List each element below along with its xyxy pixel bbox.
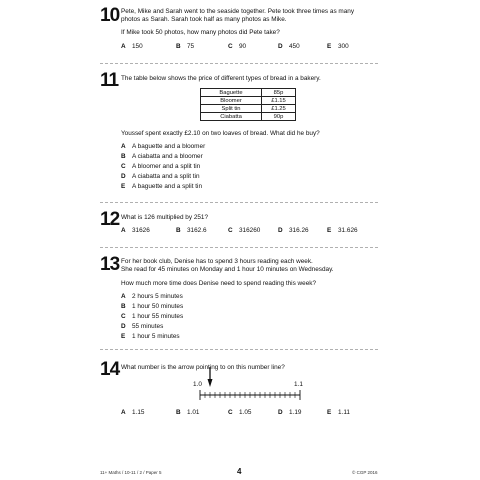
number-line-end-label: 1.1 xyxy=(294,381,303,388)
answer-options xyxy=(121,142,205,192)
answer-option[interactable]: A 2 hours 5 minutes xyxy=(121,293,183,300)
table-row xyxy=(201,97,296,105)
answer-option[interactable]: A A baguette and a bloomer xyxy=(121,143,206,150)
answer-option[interactable]: B A ciabatta and a bloomer xyxy=(121,153,203,160)
footer-copyright: © CGP 2016 xyxy=(352,470,378,475)
question-text-line: The table below shows the price of different types of bread in a bakery. xyxy=(121,75,321,82)
page-number: 4 xyxy=(237,467,242,476)
number-line xyxy=(180,365,320,405)
answer-option[interactable]: C A bloomer and a split tin xyxy=(121,163,201,170)
table-cell: 85p xyxy=(262,89,296,97)
answer-option[interactable]: E A baguette and a split tin xyxy=(121,183,202,190)
table-row xyxy=(201,113,296,121)
question-divider xyxy=(100,63,378,64)
answer-option[interactable]: E 1.11 xyxy=(327,409,350,416)
answer-option[interactable]: D A ciabatta and a split tin xyxy=(121,173,200,180)
question-divider xyxy=(100,247,378,248)
question-text-line: What number is the arrow pointing to on this number line? xyxy=(121,364,285,371)
table-cell: Bloomer xyxy=(201,97,262,105)
table-row xyxy=(201,105,296,113)
question-number: 12 xyxy=(100,209,120,230)
answer-option[interactable]: C 1.05 xyxy=(228,409,252,416)
answer-option[interactable]: B 1 hour 50 minutes xyxy=(121,303,184,310)
question-text-line: Pete, Mike and Sarah went to the seaside together. Pete took three times as many xyxy=(121,8,355,15)
question-number: 14 xyxy=(100,359,120,380)
table-cell: Ciabatta xyxy=(201,113,262,121)
question-text-line: photos as Sarah. Sarah took half as many photos as Mike. xyxy=(121,16,287,23)
answer-option[interactable]: D 316.26 xyxy=(278,227,309,234)
question-divider xyxy=(100,349,378,350)
answer-option[interactable]: C 1 hour 55 minutes xyxy=(121,313,184,320)
question-number: 10 xyxy=(100,5,120,26)
answer-option[interactable]: A 150 xyxy=(121,43,143,50)
question-number: 13 xyxy=(100,254,120,275)
footer-paper-id: 11+ Maths / 10-11 / 2 / Paper 5 xyxy=(100,470,162,475)
answer-option[interactable]: B 1.01 xyxy=(176,409,200,416)
number-line-start-label: 1.0 xyxy=(193,381,202,388)
answer-option[interactable]: D 450 xyxy=(278,43,300,50)
answer-option[interactable]: D 55 minutes xyxy=(121,323,164,330)
answer-option[interactable]: C 90 xyxy=(228,43,247,50)
question-text-line: She read for 45 minutes on Monday and 1 hour 10 minutes on Wednesday. xyxy=(121,266,334,273)
table-cell: Split tin xyxy=(201,105,262,113)
table-row xyxy=(201,89,296,97)
question-text-line: What is 126 multiplied by 251? xyxy=(121,214,209,221)
table-cell: £1.25 xyxy=(262,105,296,113)
question-prompt: Youssef spent exactly £2.10 on two loaves of bread. What did he buy? xyxy=(121,130,320,137)
answer-options xyxy=(121,292,183,342)
question-prompt: If Mike took 50 photos, how many photos did Pete take? xyxy=(121,29,280,36)
answer-option[interactable]: E 1 hour 5 minutes xyxy=(121,333,180,340)
answer-option[interactable]: B 75 xyxy=(176,43,195,50)
answer-option[interactable]: B 3162.6 xyxy=(176,227,207,234)
table-cell: Baguette xyxy=(201,89,262,97)
answer-option[interactable]: A 31626 xyxy=(121,227,150,234)
answer-option[interactable]: C 316260 xyxy=(228,227,261,234)
answer-option[interactable]: A 1.15 xyxy=(121,409,145,416)
table-cell: 90p xyxy=(262,113,296,121)
answer-option[interactable]: E 300 xyxy=(327,43,349,50)
question-text-line: For her book club, Denise has to spend 3 hours reading each week. xyxy=(121,258,313,265)
table-cell: £1.15 xyxy=(262,97,296,105)
question-divider xyxy=(100,202,378,203)
question-number: 11 xyxy=(100,70,119,91)
answer-option[interactable]: D 1.19 xyxy=(278,409,302,416)
question-prompt: How much more time does Denise need to spend reading this week? xyxy=(121,280,317,287)
answer-option[interactable]: E 31.626 xyxy=(327,227,358,234)
bread-price-table xyxy=(200,88,296,121)
arrow-icon xyxy=(208,367,213,387)
